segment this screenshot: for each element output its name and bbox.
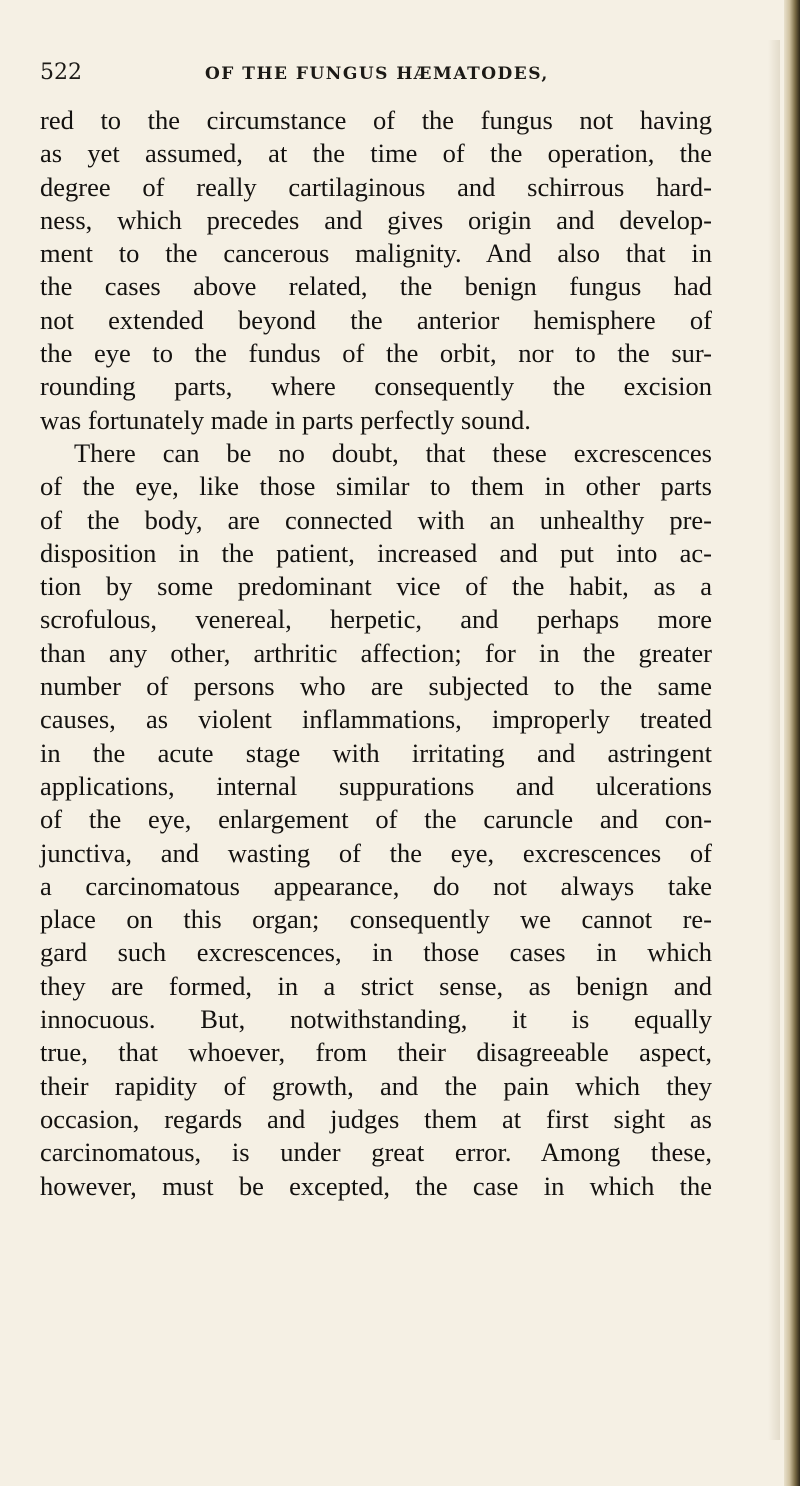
- text-line: they are formed, in a strict sense, as benign and: [40, 970, 712, 1001]
- body-text: [40, 104, 712, 1203]
- running-title: OF THE FUNGUS HÆMATODES,: [205, 64, 549, 84]
- text-line: degree of really cartilaginous and schirrous hard-: [40, 171, 712, 202]
- text-line: tion by some predominant vice of the habit, as a: [40, 571, 712, 602]
- text-line: not extended beyond the anterior hemisphere of: [40, 304, 712, 335]
- text-line: place on this organ; consequently we cannot re-: [40, 904, 712, 935]
- text-line: causes, as violent inflammations, improperly treated: [40, 704, 712, 735]
- text-line: as yet assumed, at the time of the operation, the: [40, 138, 712, 169]
- text-line: scrofulous, venereal, herpetic, and perhaps more: [40, 604, 712, 635]
- text-line: disposition in the patient, increased and put into ac-: [40, 537, 712, 568]
- text-line: of the body, are connected with an unhealthy pre-: [40, 504, 712, 535]
- text-line: gard such excrescences, in those cases in which: [40, 937, 712, 968]
- text-line: the eye to the fundus of the orbit, nor to the sur-: [40, 338, 712, 369]
- page-number: 522: [40, 60, 82, 85]
- running-head: [40, 60, 760, 100]
- text-line: ness, which precedes and gives origin and develop-: [40, 204, 712, 235]
- text-line: occasion, regards and judges them at first sight as: [40, 1103, 712, 1134]
- text-line: a carcinomatous appearance, do not always take: [40, 870, 712, 901]
- book-spine-edge: [784, 0, 800, 1486]
- text-line: however, must be excepted, the case in which the: [40, 1170, 712, 1201]
- text-line: ment to the cancerous malignity. And also that in: [40, 238, 712, 269]
- text-line: of the eye, like those similar to them in other parts: [40, 471, 712, 502]
- text-line: junctiva, and wasting of the eye, excrescences of: [40, 837, 712, 868]
- text-line: number of persons who are subjected to the same: [40, 671, 712, 702]
- paragraph-start-line: There can be no doubt, that these excrescences: [74, 437, 712, 468]
- text-line: carcinomatous, is under great error. Among these,: [40, 1137, 712, 1168]
- text-line: their rapidity of growth, and the pain which they: [40, 1070, 712, 1101]
- text-line: of the eye, enlargement of the caruncle and con-: [40, 804, 712, 835]
- text-line: red to the circumstance of the fungus not having: [40, 105, 712, 135]
- text-line: applications, internal suppurations and ulcerations: [40, 770, 712, 801]
- page-shadow: [768, 40, 780, 1440]
- text-line: the cases above related, the benign fungus had: [40, 271, 712, 302]
- text-line: in the acute stage with irritating and astringent: [40, 737, 712, 768]
- text-line: innocuous. But, notwithstanding, it is equally: [40, 1004, 712, 1035]
- text-line: was fortunately made in parts perfectly sound.: [40, 404, 531, 435]
- text-line: rounding parts, where consequently the excision: [40, 371, 712, 402]
- text-line: true, that whoever, from their disagreeable aspect,: [40, 1037, 712, 1068]
- text-line: than any other, arthritic affection; for in the greater: [40, 637, 712, 668]
